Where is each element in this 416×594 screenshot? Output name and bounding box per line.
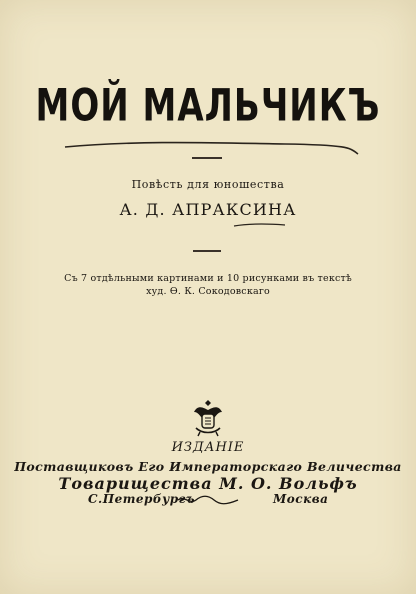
imperial-eagle-crest-icon	[190, 398, 226, 438]
city-moscow: Москва	[273, 492, 329, 506]
illustrator-note: худ. Ѳ. К. Сокодовскаго	[146, 286, 270, 297]
flourish-ornament-icon	[176, 494, 240, 506]
publisher-appointment: Поставщиковъ Его Императорскаго Величества	[14, 459, 402, 474]
rule-middle	[193, 250, 221, 252]
city-stpetersburg: С.Петербургъ	[88, 492, 196, 506]
subtitle: Повѣсть для юношества	[131, 178, 285, 191]
rule-top	[192, 157, 222, 159]
publisher-label: ИЗДАНІЕ	[171, 440, 245, 455]
author-underline	[232, 222, 287, 228]
publisher-name: Товарищества М. О. Вольфъ	[58, 474, 358, 493]
book-title: МОЙ МАЛЬЧИКЪ	[35, 80, 381, 132]
decorative-ink-stroke	[60, 138, 360, 156]
author-name: А. Д. АПРАКСИНА	[119, 200, 297, 219]
illustrations-note: Съ 7 отдѣльными картинами и 10 рисунками въ текстѣ	[64, 273, 352, 284]
